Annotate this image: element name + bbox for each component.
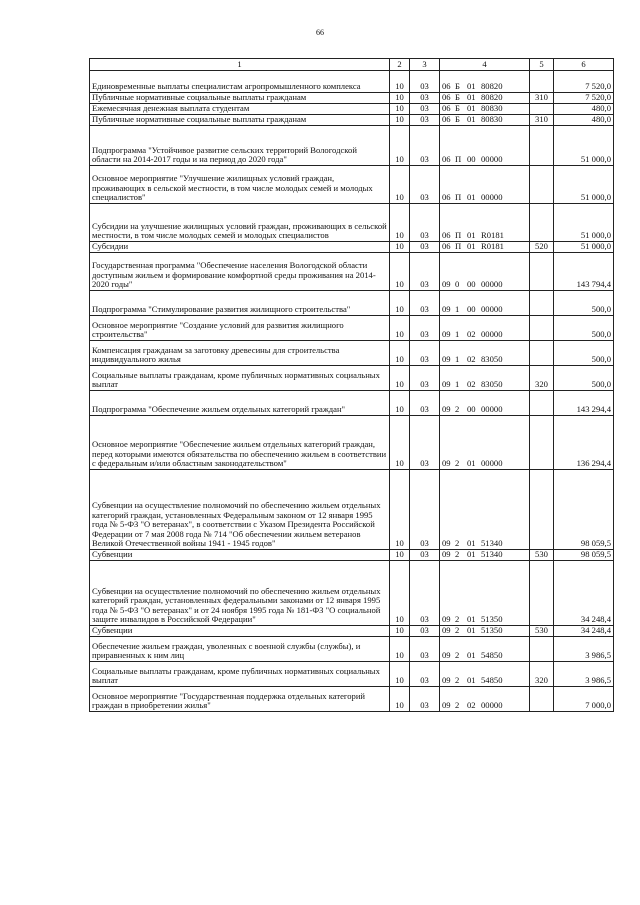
- amount-cell: 3 986,5: [554, 662, 614, 687]
- amount-cell: 500,0: [554, 341, 614, 366]
- amount-cell: 7 000,0: [554, 687, 614, 712]
- section-cell: 10: [390, 470, 410, 550]
- subsection-cell: 03: [410, 291, 440, 316]
- subprogram-code: П: [455, 230, 462, 241]
- measure-code: 02: [467, 700, 476, 711]
- expense-type-cell: [530, 316, 554, 341]
- table-row: [90, 662, 614, 687]
- direction-code: 80820: [481, 81, 503, 92]
- expense-type-cell: 320: [530, 366, 554, 391]
- amount-cell: 34 248,4: [554, 561, 614, 626]
- target-article-cell: [440, 687, 530, 712]
- section-cell: 10: [390, 166, 410, 204]
- expense-type-cell: 520: [530, 242, 554, 253]
- row-name-cell: Субвенции: [90, 626, 390, 637]
- row-name-cell: Субсидии на улучшение жилищных условий граждан, проживающих в сельской местности, в том числе молодых семей и молодых специалистов: [90, 204, 390, 242]
- row-name-cell: Единовременные выплаты специалистам агропромышленного комплекса: [90, 71, 390, 93]
- target-article-cell: [440, 253, 530, 291]
- subsection-cell: 03: [410, 71, 440, 93]
- amount-cell: 480,0: [554, 115, 614, 126]
- amount-cell: 136 294,4: [554, 416, 614, 470]
- direction-code: 80830: [481, 103, 503, 114]
- row-name-cell: Субвенции: [90, 550, 390, 561]
- subsection-cell: 03: [410, 166, 440, 204]
- direction-code: 00000: [481, 404, 503, 415]
- row-name-cell: Компенсация гражданам за заготовку древесины для строительства индивидуального жилья: [90, 341, 390, 366]
- header-cell: 6: [554, 59, 614, 71]
- direction-code: 00000: [481, 192, 503, 203]
- subsection-cell: 03: [410, 93, 440, 104]
- table-row: [90, 637, 614, 662]
- program-code: 09: [442, 614, 451, 625]
- subsection-cell: 03: [410, 115, 440, 126]
- measure-code: 00: [467, 279, 476, 290]
- target-article-cell: [440, 550, 530, 561]
- direction-code: 00000: [481, 458, 503, 469]
- measure-code: 01: [467, 230, 476, 241]
- direction-code: 83050: [481, 354, 503, 365]
- target-article-cell: [440, 115, 530, 126]
- target-article-cell: [440, 391, 530, 416]
- measure-code: 01: [467, 625, 476, 636]
- row-name-cell: Основное мероприятие "Обеспечение жильем отдельных категорий граждан, перед которыми имеются обязательства по обеспечению жильем в соответствии с федеральным и/или областным законодательством": [90, 416, 390, 470]
- header-cell: 1: [90, 59, 390, 71]
- section-cell: 10: [390, 316, 410, 341]
- subprogram-code: 1: [455, 379, 460, 390]
- direction-code: 00000: [481, 700, 503, 711]
- subsection-cell: 03: [410, 687, 440, 712]
- target-article-cell: [440, 166, 530, 204]
- table-header-row: [90, 59, 614, 71]
- measure-code: 00: [467, 404, 476, 415]
- target-article-cell: [440, 71, 530, 93]
- program-code: 09: [442, 458, 451, 469]
- section-cell: 10: [390, 104, 410, 115]
- program-code: 09: [442, 279, 451, 290]
- expense-type-cell: [530, 687, 554, 712]
- amount-cell: 500,0: [554, 316, 614, 341]
- amount-cell: 34 248,4: [554, 626, 614, 637]
- subsection-cell: 03: [410, 316, 440, 341]
- program-code: 09: [442, 625, 451, 636]
- subprogram-code: 2: [455, 650, 460, 661]
- table-row: [90, 104, 614, 115]
- direction-code: 51350: [481, 625, 503, 636]
- measure-code: 02: [467, 379, 476, 390]
- program-code: 09: [442, 675, 451, 686]
- subprogram-code: 2: [455, 614, 460, 625]
- subsection-cell: 03: [410, 550, 440, 561]
- table-row: [90, 291, 614, 316]
- measure-code: 01: [467, 92, 476, 103]
- target-article-cell: [440, 341, 530, 366]
- row-name-cell: Обеспечение жильем граждан, уволенных с военной службы (службы), и приравненных к ним лиц: [90, 637, 390, 662]
- target-article-cell: [440, 291, 530, 316]
- subprogram-code: П: [455, 241, 462, 252]
- measure-code: 01: [467, 549, 476, 560]
- subsection-cell: 03: [410, 561, 440, 626]
- program-code: 09: [442, 379, 451, 390]
- expense-type-cell: [530, 166, 554, 204]
- direction-code: 54850: [481, 650, 503, 661]
- expense-type-cell: [530, 637, 554, 662]
- target-article-cell: [440, 242, 530, 253]
- program-code: 06: [442, 81, 451, 92]
- table-row: [90, 71, 614, 93]
- expense-type-cell: [530, 71, 554, 93]
- subsection-cell: 03: [410, 470, 440, 550]
- amount-cell: 51 000,0: [554, 166, 614, 204]
- subsection-cell: 03: [410, 126, 440, 166]
- subsection-cell: 03: [410, 204, 440, 242]
- header-cell: 5: [530, 59, 554, 71]
- target-article-cell: [440, 662, 530, 687]
- row-name-cell: Социальные выплаты гражданам, кроме публичных нормативных социальных выплат: [90, 366, 390, 391]
- expense-type-cell: [530, 561, 554, 626]
- direction-code: 80820: [481, 92, 503, 103]
- program-code: 06: [442, 114, 451, 125]
- row-name-cell: Субвенции на осуществление полномочий по обеспечению жильем отдельных категорий граждан, установленных федеральными законами от 12 января 1995 года № 5-ФЗ "О ветеранах" и от 24 ноября 1995 года № 181-ФЗ "О социальной защите инвалидов в Российской Федерации": [90, 561, 390, 626]
- direction-code: 00000: [481, 154, 503, 165]
- direction-code: 00000: [481, 329, 503, 340]
- target-article-cell: [440, 366, 530, 391]
- row-name-cell: Основное мероприятие "Создание условий для развития жилищного строительства": [90, 316, 390, 341]
- table-row: [90, 242, 614, 253]
- expense-type-cell: [530, 416, 554, 470]
- section-cell: 10: [390, 242, 410, 253]
- program-code: 09: [442, 650, 451, 661]
- measure-code: 01: [467, 192, 476, 203]
- direction-code: 83050: [481, 379, 503, 390]
- target-article-cell: [440, 416, 530, 470]
- direction-code: R0181: [481, 241, 504, 252]
- section-cell: 10: [390, 71, 410, 93]
- direction-code: 00000: [481, 279, 503, 290]
- measure-code: 01: [467, 81, 476, 92]
- row-name-cell: Подпрограмма "Устойчивое развитие сельских территорий Вологодской области на 2014-2017 годы и на период до 2020 года": [90, 126, 390, 166]
- measure-code: 01: [467, 675, 476, 686]
- subprogram-code: Б: [455, 81, 460, 92]
- section-cell: 10: [390, 626, 410, 637]
- section-cell: 10: [390, 204, 410, 242]
- measure-code: 02: [467, 329, 476, 340]
- target-article-cell: [440, 104, 530, 115]
- table-row: [90, 126, 614, 166]
- expense-type-cell: [530, 341, 554, 366]
- section-cell: 10: [390, 126, 410, 166]
- target-article-cell: [440, 126, 530, 166]
- table-row: [90, 626, 614, 637]
- direction-code: 54850: [481, 675, 503, 686]
- program-code: 09: [442, 304, 451, 315]
- table-row: [90, 115, 614, 126]
- subsection-cell: 03: [410, 242, 440, 253]
- row-name-cell: Публичные нормативные социальные выплаты гражданам: [90, 115, 390, 126]
- table-row: [90, 391, 614, 416]
- measure-code: 00: [467, 304, 476, 315]
- measure-code: 01: [467, 114, 476, 125]
- program-code: 06: [442, 92, 451, 103]
- program-code: 06: [442, 230, 451, 241]
- table-row: [90, 366, 614, 391]
- subsection-cell: 03: [410, 104, 440, 115]
- direction-code: 51350: [481, 614, 503, 625]
- expense-type-cell: 320: [530, 662, 554, 687]
- amount-cell: 51 000,0: [554, 204, 614, 242]
- row-name-cell: Подпрограмма "Обеспечение жильем отдельных категорий граждан": [90, 391, 390, 416]
- header-cell: 3: [410, 59, 440, 71]
- table-row: [90, 687, 614, 712]
- row-name-cell: Государственная программа "Обеспечение населения Вологодской области доступным жильем и формирование комфортной среды проживания на 2014-2020 годы": [90, 253, 390, 291]
- subsection-cell: 03: [410, 366, 440, 391]
- subprogram-code: Б: [455, 114, 460, 125]
- amount-cell: 98 059,5: [554, 550, 614, 561]
- row-name-cell: Подпрограмма "Стимулирование развития жилищного строительства": [90, 291, 390, 316]
- target-article-cell: [440, 561, 530, 626]
- header-cell: 2: [390, 59, 410, 71]
- amount-cell: 51 000,0: [554, 126, 614, 166]
- target-article-cell: [440, 93, 530, 104]
- section-cell: 10: [390, 93, 410, 104]
- program-code: 09: [442, 549, 451, 560]
- amount-cell: 480,0: [554, 104, 614, 115]
- program-code: 09: [442, 404, 451, 415]
- measure-code: 00: [467, 154, 476, 165]
- measure-code: 01: [467, 538, 476, 549]
- subprogram-code: 2: [455, 675, 460, 686]
- table-row: [90, 166, 614, 204]
- section-cell: 10: [390, 416, 410, 470]
- budget-table: [89, 58, 614, 712]
- row-name-cell: Субвенции на осуществление полномочий по обеспечению жильем отдельных категорий граждан, установленных Федеральным законом от 12 января 1995 года № 5-ФЗ "О ветеранах", в соответствии с Указом Президента Российской Федерации от 7 мая 2008 года № 714 "Об обеспечении жильем ветеранов Великой Отечественной войны 1941 - 1945 годов": [90, 470, 390, 550]
- table-row: [90, 204, 614, 242]
- program-code: 06: [442, 241, 451, 252]
- expense-type-cell: [530, 291, 554, 316]
- row-name-cell: Ежемесячная денежная выплата студентам: [90, 104, 390, 115]
- row-name-cell: Субсидии: [90, 242, 390, 253]
- subprogram-code: 2: [455, 700, 460, 711]
- program-code: 09: [442, 538, 451, 549]
- expense-type-cell: 530: [530, 626, 554, 637]
- row-name-cell: Основное мероприятие "Улучшение жилищных условий граждан, проживающих в сельской местности, в том числе молодых семей и молодых специалистов": [90, 166, 390, 204]
- subprogram-code: П: [455, 192, 462, 203]
- subprogram-code: 2: [455, 549, 460, 560]
- subsection-cell: 03: [410, 626, 440, 637]
- target-article-cell: [440, 316, 530, 341]
- direction-code: 00000: [481, 304, 503, 315]
- subprogram-code: Б: [455, 103, 460, 114]
- section-cell: 10: [390, 391, 410, 416]
- expense-type-cell: [530, 104, 554, 115]
- subprogram-code: 2: [455, 538, 460, 549]
- amount-cell: 98 059,5: [554, 470, 614, 550]
- amount-cell: 500,0: [554, 366, 614, 391]
- table-row: [90, 316, 614, 341]
- program-code: 06: [442, 103, 451, 114]
- subsection-cell: 03: [410, 253, 440, 291]
- amount-cell: 143 794,4: [554, 253, 614, 291]
- header-cell: 4: [440, 59, 530, 71]
- subsection-cell: 03: [410, 416, 440, 470]
- subprogram-code: 1: [455, 354, 460, 365]
- direction-code: R0181: [481, 230, 504, 241]
- program-code: 06: [442, 154, 451, 165]
- expense-type-cell: [530, 204, 554, 242]
- section-cell: 10: [390, 253, 410, 291]
- measure-code: 01: [467, 614, 476, 625]
- table-row: [90, 341, 614, 366]
- amount-cell: 51 000,0: [554, 242, 614, 253]
- subprogram-code: 1: [455, 304, 460, 315]
- subsection-cell: 03: [410, 637, 440, 662]
- section-cell: 10: [390, 366, 410, 391]
- row-name-cell: Социальные выплаты гражданам, кроме публичных нормативных социальных выплат: [90, 662, 390, 687]
- target-article-cell: [440, 626, 530, 637]
- subprogram-code: 2: [455, 625, 460, 636]
- measure-code: 01: [467, 103, 476, 114]
- row-name-cell: Публичные нормативные социальные выплаты гражданам: [90, 93, 390, 104]
- subprogram-code: П: [455, 154, 462, 165]
- target-article-cell: [440, 637, 530, 662]
- direction-code: 80830: [481, 114, 503, 125]
- expense-type-cell: [530, 470, 554, 550]
- page-number: 66: [316, 28, 324, 37]
- table-row: [90, 93, 614, 104]
- amount-cell: 500,0: [554, 291, 614, 316]
- subprogram-code: Б: [455, 92, 460, 103]
- section-cell: 10: [390, 341, 410, 366]
- expense-type-cell: 310: [530, 115, 554, 126]
- section-cell: 10: [390, 550, 410, 561]
- table-row: [90, 550, 614, 561]
- section-cell: 10: [390, 687, 410, 712]
- section-cell: 10: [390, 637, 410, 662]
- subsection-cell: 03: [410, 662, 440, 687]
- expense-type-cell: [530, 126, 554, 166]
- program-code: 09: [442, 354, 451, 365]
- table-row: [90, 416, 614, 470]
- amount-cell: 3 986,5: [554, 637, 614, 662]
- row-name-cell: Основное мероприятие "Государственная поддержка отдельных категорий граждан в приобретении жилья": [90, 687, 390, 712]
- measure-code: 01: [467, 458, 476, 469]
- subprogram-code: 0: [455, 279, 460, 290]
- direction-code: 51340: [481, 549, 503, 560]
- subprogram-code: 1: [455, 329, 460, 340]
- expense-type-cell: 530: [530, 550, 554, 561]
- expense-type-cell: [530, 253, 554, 291]
- measure-code: 01: [467, 650, 476, 661]
- table-row: [90, 470, 614, 550]
- amount-cell: 7 520,0: [554, 93, 614, 104]
- section-cell: 10: [390, 115, 410, 126]
- section-cell: 10: [390, 291, 410, 316]
- target-article-cell: [440, 204, 530, 242]
- subsection-cell: 03: [410, 341, 440, 366]
- measure-code: 01: [467, 241, 476, 252]
- program-code: 09: [442, 700, 451, 711]
- expense-type-cell: [530, 391, 554, 416]
- table-row: [90, 561, 614, 626]
- target-article-cell: [440, 470, 530, 550]
- subprogram-code: 2: [455, 458, 460, 469]
- amount-cell: 143 294,4: [554, 391, 614, 416]
- program-code: 06: [442, 192, 451, 203]
- program-code: 09: [442, 329, 451, 340]
- section-cell: 10: [390, 561, 410, 626]
- direction-code: 51340: [481, 538, 503, 549]
- measure-code: 02: [467, 354, 476, 365]
- subsection-cell: 03: [410, 391, 440, 416]
- subprogram-code: 2: [455, 404, 460, 415]
- amount-cell: 7 520,0: [554, 71, 614, 93]
- table-row: [90, 253, 614, 291]
- section-cell: 10: [390, 662, 410, 687]
- expense-type-cell: 310: [530, 93, 554, 104]
